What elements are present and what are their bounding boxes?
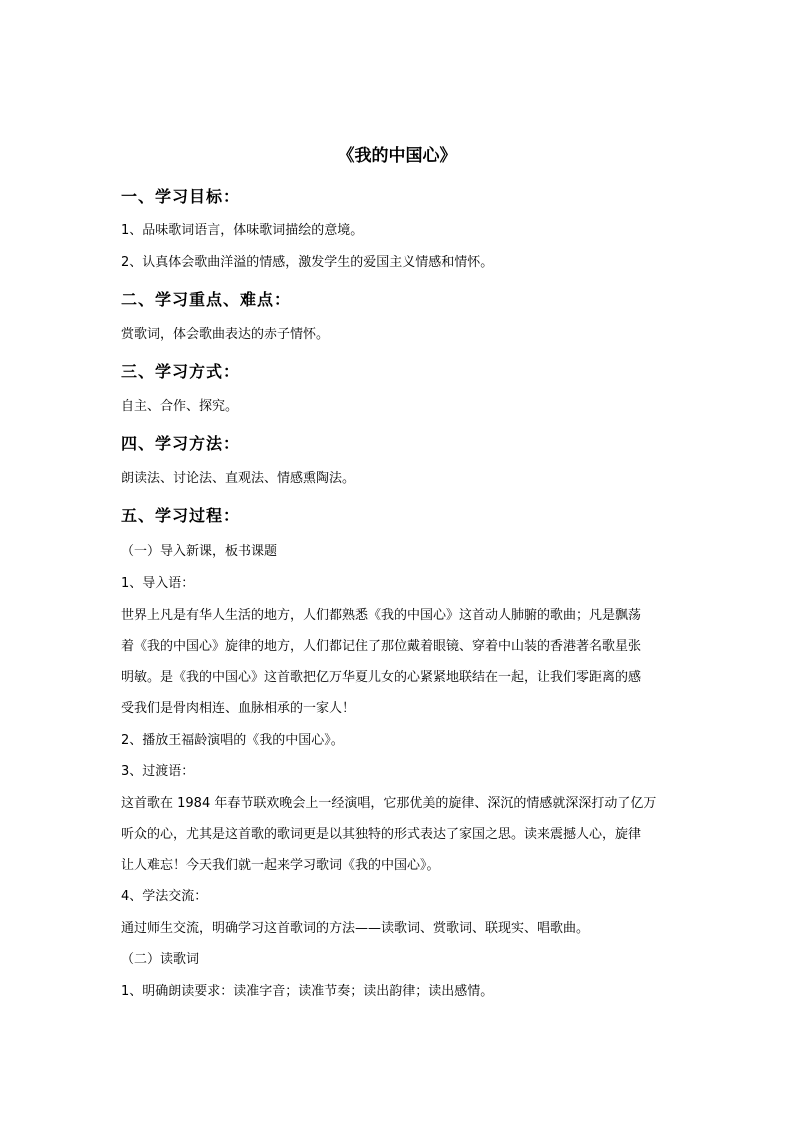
objective-item-1: 1、品味歌词语言，体味歌词描绘的意境。: [121, 223, 364, 238]
learning-methods-text: 朗读法、讨论法、直观法、情感熏陶法。: [121, 471, 356, 486]
transition-paragraph-line: 听众的心，尤其是这首歌的歌词更是以其独特的形式表达了家国之思。读来震撼人心，旋律: [121, 827, 642, 842]
process-item-play-song: 2、播放王福龄演唱的《我的中国心》。: [121, 733, 344, 748]
process-item-method-exchange: 4、学法交流：: [121, 889, 208, 904]
section-heading-learning-methods: 四、学习方法：: [121, 434, 241, 453]
process-item-reading-requirements: 1、明确朗读要求：读准字音；读准节奏；读出韵律；读出感情。: [121, 984, 494, 999]
intro-paragraph-line: 着《我的中国心》旋律的地方，人们都记住了那位戴着眼镜、穿着中山装的香港著名歌星张: [121, 639, 642, 654]
method-exchange-text: 通过师生交流，明确学习这首歌词的方法——读歌词、赏歌词、联现实、唱歌曲。: [121, 921, 590, 936]
subsection-heading-read-lyrics: （二）读歌词: [121, 952, 200, 967]
section-heading-key-points: 二、学习重点、难点：: [121, 290, 292, 309]
transition-paragraph-line: 让人难忘！今天我们就一起来学习歌词《我的中国心》。: [121, 858, 440, 873]
subsection-heading-intro: （一）导入新课，板书课题: [121, 544, 278, 559]
learning-style-text: 自主、合作、探究。: [121, 399, 239, 414]
process-item-intro-words: 1、导入语：: [121, 576, 195, 591]
intro-paragraph-line: 世界上凡是有华人生活的地方，人们都熟悉《我的中国心》这首动人肺腑的歌曲；凡是飘荡: [121, 608, 642, 623]
intro-paragraph-line: 明敏。是《我的中国心》这首歌把亿万华夏儿女的心紧紧地联结在一起，让我们零距离的感: [121, 670, 642, 685]
section-heading-learning-style: 三、学习方式：: [121, 362, 241, 381]
key-points-text: 赏歌词，体会歌曲表达的赤子情怀。: [121, 327, 330, 342]
transition-paragraph-line: 这首歌在 1984 年春节联欢晚会上一经演唱，它那优美的旋律、深沉的情感就深深打动了亿万: [121, 796, 657, 811]
intro-paragraph-line: 受我们是骨肉相连、血脉相承的一家人！: [121, 701, 356, 716]
process-item-transition: 3、过渡语：: [121, 764, 195, 779]
document-title: 《我的中国心》: [337, 146, 457, 166]
section-heading-objectives: 一、学习目标：: [121, 187, 241, 206]
section-heading-learning-process: 五、学习过程：: [121, 506, 241, 525]
objective-item-2: 2、认真体会歌曲洋溢的情感，激发学生的爱国主义情感和情怀。: [121, 255, 494, 270]
